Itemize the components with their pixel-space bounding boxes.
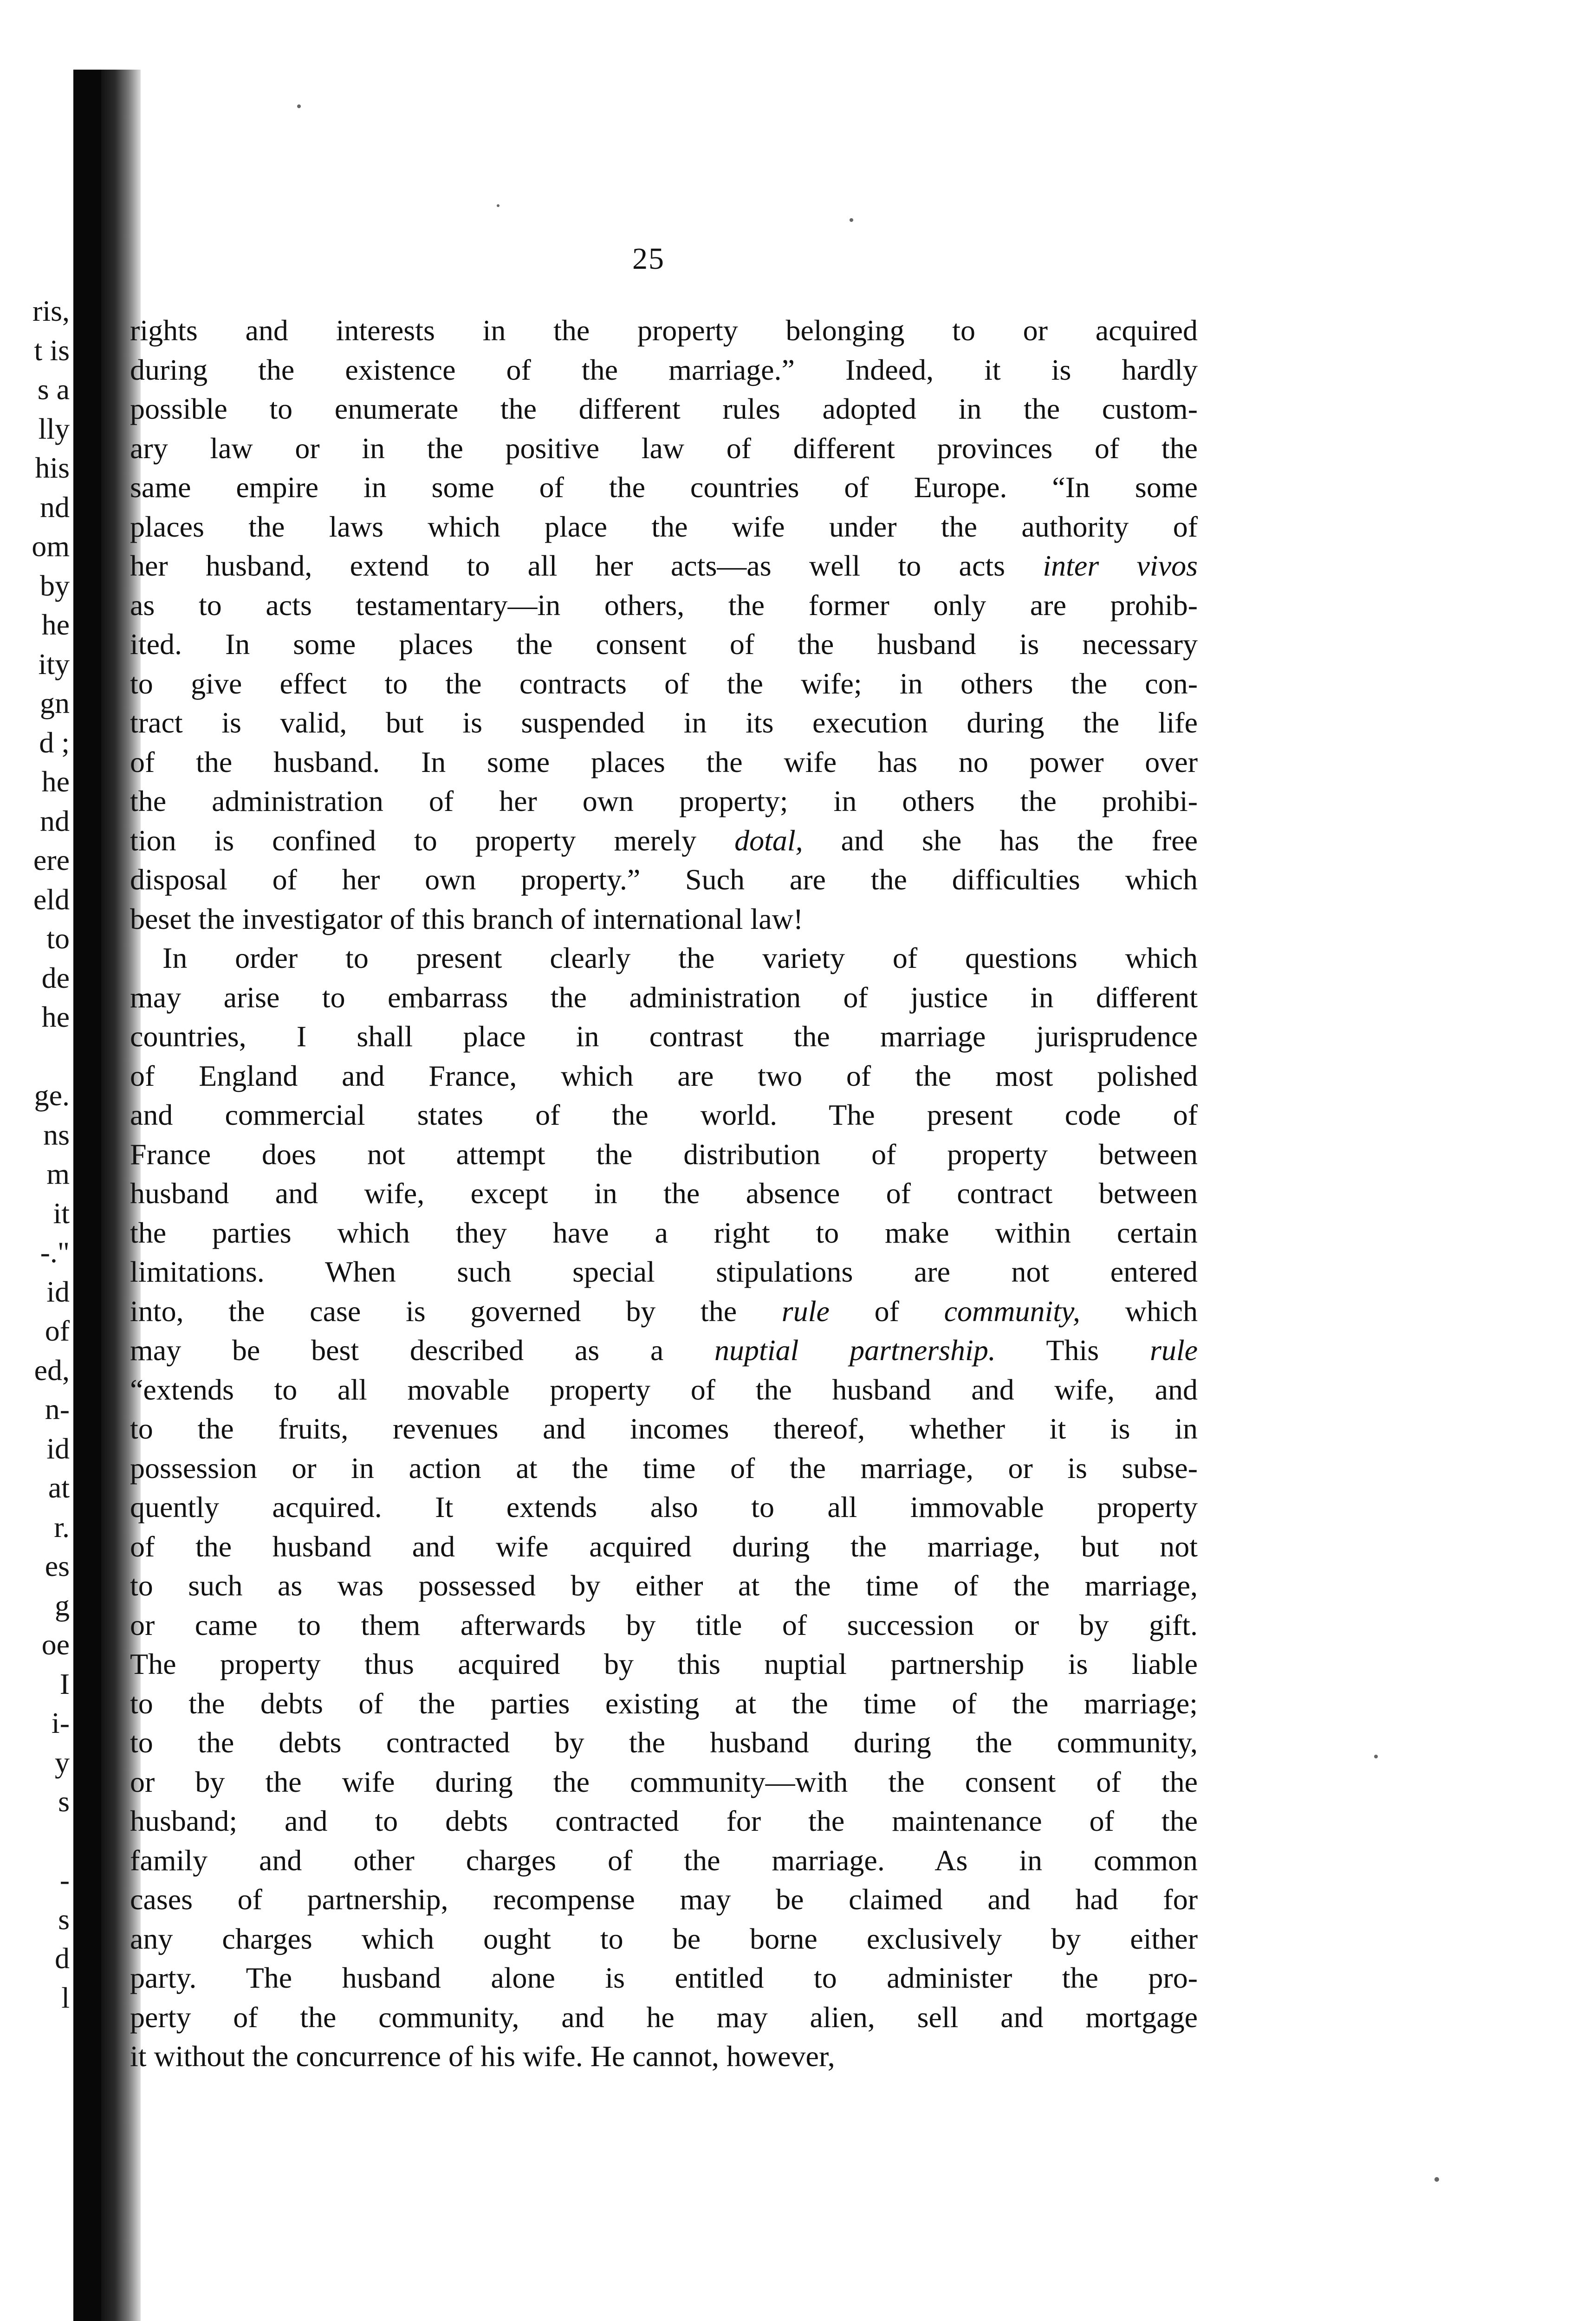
facing-fragment: id — [46, 1275, 70, 1308]
facing-gap — [0, 1037, 70, 1076]
facing-fragment: ns — [43, 1118, 70, 1151]
text-line: or by the wife during the community—with the consent of the — [130, 1765, 1198, 1798]
facing-fragment: it — [53, 1196, 70, 1230]
text-line: to such as was possessed by either at the time of the marriage, — [130, 1569, 1198, 1602]
text-line: family and other charges of the marriage. As in common — [130, 1843, 1198, 1877]
text-line: perty of the community, and he may alien, sell and mortgage — [130, 2000, 1198, 2034]
scan-speck — [1434, 2177, 1439, 2182]
facing-fragment: y — [55, 1745, 70, 1779]
text-line: party. The husband alone is entitled to administer the pro- — [130, 1961, 1198, 1994]
text-line: of the husband. In some places the wife has no power over — [130, 745, 1198, 778]
facing-fragment: ity — [38, 647, 70, 681]
facing-fragment: d — [55, 1942, 70, 1975]
facing-fragment: nd — [40, 804, 70, 837]
facing-fragment: by — [40, 569, 70, 602]
text-line: quently acquired. It extends also to all immovable property — [130, 1491, 1198, 1524]
text-line: or came to them afterwards by title of succession or by gift. — [130, 1608, 1198, 1641]
text-line: possible to enumerate the different rules adopted in the custom- — [130, 392, 1198, 425]
text-line: limitations. When such special stipulations are not entered — [130, 1255, 1198, 1288]
text-line: ary law or in the positive law of different provinces of the — [130, 431, 1198, 465]
text-line: disposal of her own property.” Such are the difficulties which — [130, 863, 1198, 896]
facing-fragment: -." — [40, 1236, 70, 1269]
text-line: of the husband and wife acquired during the marriage, but not — [130, 1530, 1198, 1563]
facing-gap — [0, 1822, 70, 1861]
facing-fragment: ere — [33, 843, 70, 876]
facing-fragment: - — [59, 1863, 70, 1896]
text-line: the parties which they have a right to make within certain — [130, 1216, 1198, 1249]
facing-fragment: ge. — [34, 1079, 70, 1112]
text-line: same empire in some of the countries of Europe. “In some — [130, 471, 1198, 504]
facing-fragment: his — [35, 451, 70, 484]
text-line: her husband, extend to all her acts—as well to acts inter vivos — [130, 549, 1198, 582]
text-line: France does not attempt the distribution of property between — [130, 1137, 1198, 1171]
facing-fragment: he — [41, 608, 70, 641]
text-line: The property thus acquired by this nuptial partnership is liable — [130, 1647, 1198, 1680]
facing-fragment: es — [45, 1549, 70, 1582]
text-line: the administration of her own property; in others the prohibi- — [130, 784, 1198, 817]
facing-fragment: de — [41, 961, 70, 994]
text-line: beset the investigator of this branch of international law! — [130, 902, 804, 935]
text-line: ited. In some places the consent of the husband is necessary — [130, 628, 1198, 661]
text-line: tract is valid, but is suspended in its execution during the life — [130, 706, 1198, 739]
text-line: cases of partnership, recompense may be claimed and had for — [130, 1883, 1198, 1916]
text-line: husband; and to debts contracted for the maintenance of the — [130, 1804, 1198, 1837]
text-line: places the laws which place the wife under the authority of — [130, 510, 1198, 543]
facing-fragment: of — [45, 1314, 70, 1347]
facing-fragment: g — [55, 1588, 70, 1622]
text-line: to the fruits, revenues and incomes thereof, whether it is in — [130, 1412, 1198, 1445]
text-line: as to acts testamentary—in others, the former only are prohib- — [130, 588, 1198, 622]
facing-fragment: he — [41, 765, 70, 798]
facing-fragment: gn — [40, 687, 70, 720]
facing-fragment: om — [32, 530, 70, 563]
facing-fragment: lly — [38, 412, 70, 445]
text-line: to the debts contracted by the husband during the community, — [130, 1726, 1198, 1759]
text-line: “extends to all movable property of the husband and wife, and — [130, 1373, 1198, 1406]
facing-fragment: r. — [54, 1510, 70, 1543]
facing-page-fragment — [0, 292, 70, 2017]
text-line: rights and interests in the property belonging to or acquired — [130, 314, 1198, 347]
facing-fragment: m — [46, 1157, 70, 1190]
page-number: 25 — [632, 242, 665, 276]
text-line: may arise to embarrass the administration of justice in different — [130, 980, 1198, 1014]
facing-fragment: s — [58, 1902, 70, 1936]
facing-fragment: eld — [33, 882, 70, 916]
text-line: to the debts of the parties existing at the time of the marriage; — [130, 1686, 1198, 1720]
facing-fragment: to — [46, 922, 70, 955]
text-line: any charges which ought to be borne exclusively by either — [130, 1922, 1198, 1955]
facing-fragment: nd — [40, 490, 70, 524]
text-line: it without the concurrence of his wife. He cannot, however, — [130, 2040, 835, 2073]
scan-speck — [497, 204, 500, 207]
text-line: into, the case is governed by the rule of community, which — [130, 1294, 1198, 1328]
facing-fragment: d ; — [39, 726, 70, 759]
text-line: countries, I shall place in contrast the marriage jurisprudence — [130, 1020, 1198, 1053]
text-line: during the existence of the marriage.” Indeed, it is hardly — [130, 353, 1198, 386]
text-line: tion is confined to property merely dotal, and she has the free — [130, 823, 1198, 857]
facing-fragment: oe — [41, 1628, 70, 1661]
text-line: may be best described as a nuptial partnership. This rule — [130, 1334, 1198, 1367]
facing-fragment: he — [41, 1000, 70, 1033]
facing-fragment: l — [61, 1981, 70, 2014]
text-line: of England and France, which are two of the most polished — [130, 1059, 1198, 1092]
facing-fragment: t is — [34, 333, 70, 367]
facing-fragment: i- — [51, 1706, 70, 1739]
text-line: to give effect to the contracts of the wife; in others the con- — [130, 667, 1198, 700]
facing-fragment: at — [48, 1471, 70, 1504]
scan-speck — [297, 104, 301, 108]
paragraph-start-line: In order to present clearly the variety of questions which — [162, 941, 1198, 974]
facing-fragment: I — [59, 1667, 70, 1700]
body-text — [130, 311, 1198, 2076]
text-line: possession or in action at the time of the marriage, or is subse- — [130, 1451, 1198, 1485]
facing-fragment: ed, — [34, 1353, 70, 1387]
text-line: husband and wife, except in the absence of contract between — [130, 1177, 1198, 1210]
facing-fragment: id — [46, 1432, 70, 1465]
scan-speck — [850, 218, 853, 222]
facing-fragment: s a — [37, 373, 70, 406]
facing-fragment: n- — [45, 1393, 70, 1426]
facing-fragment: ris, — [32, 294, 70, 327]
text-line: and commercial states of the world. The present code of — [130, 1098, 1198, 1131]
scan-speck — [1374, 1755, 1378, 1758]
facing-fragment: s — [58, 1785, 70, 1818]
